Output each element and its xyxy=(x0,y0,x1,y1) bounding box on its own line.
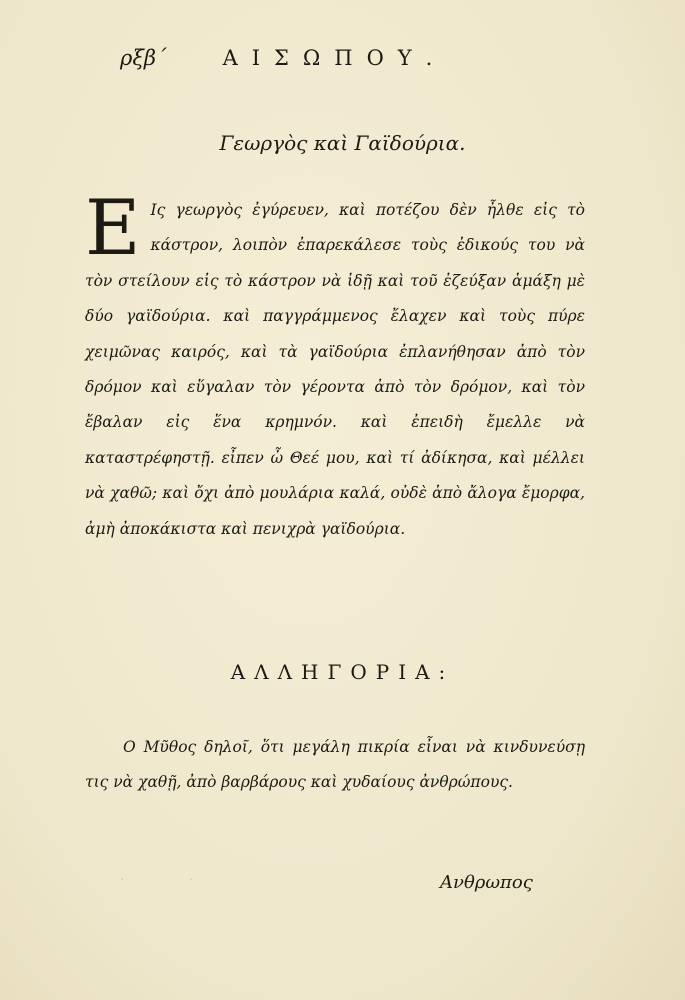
drop-cap: Ε xyxy=(85,183,141,272)
moral-text: Ο Μῦθος δηλοῖ, ὅτι μεγάλη πικρία εἶναι νὰ κινδυνεύσῃ τις νὰ χαθῇ, ἀπὸ βαρβάρους καὶ χυδαίους ἀνθρώπους. xyxy=(85,738,585,791)
page-header xyxy=(120,46,590,70)
fable-title: Γεωργὸς καὶ Γαϊδούρια. xyxy=(219,131,466,155)
bleed-through-ink: · · xyxy=(120,872,224,888)
page-number: ρξβ΄ xyxy=(120,46,167,70)
running-title: ΑΙΣΩΠΟΥ. xyxy=(222,46,447,70)
fable-text xyxy=(85,183,585,547)
moral-heading: ΑΛΛΗΓΟΡΙΑ: xyxy=(230,660,455,684)
catchword: Ανθρωπος xyxy=(440,872,533,893)
fable-body-text: Ις γεωργὸς ἐγύρευεν, καὶ ποτέζου δὲν ἦλθε εἰς τὸ κάστρον, λοιπὸν ἐπαρεκάλεσε τοὺς ἐδικούς του νὰ τὸν στείλουν εἰς τὸ κάστρον νὰ ἰδῇ καὶ τοῦ ἐζεύξαν ἁμάξη μὲ δύο γαϊδούρια. καὶ παγγράμμενος ἔλαχεν καὶ τοὺς πύρε χειμῶνας καιρός, καὶ τὰ γαϊδούρια ἐπλανήθησαν ἀπὸ τὸν δρόμον καὶ εὕγαλαν τὸν γέροντα ἀπὸ τὸν δρόμον, καὶ τὸν ἔβαλαν εἰς ἕνα κρημνόν. καὶ ἐπειδὴ ἔμελλε νὰ καταστρέφηστῇ. εἶπεν ὦ Θεέ μου, καὶ τί ἀδίκησα, καὶ μέλλει νὰ χαθῶ; καὶ ὄχι ἀπὸ μουλάρια καλά, οὐδὲ ἀπὸ ἄλογα ἔμορφα, ἀμὴ ἀποκάκιστα καὶ πενιχρὰ γαϊδούρια. xyxy=(85,201,585,538)
